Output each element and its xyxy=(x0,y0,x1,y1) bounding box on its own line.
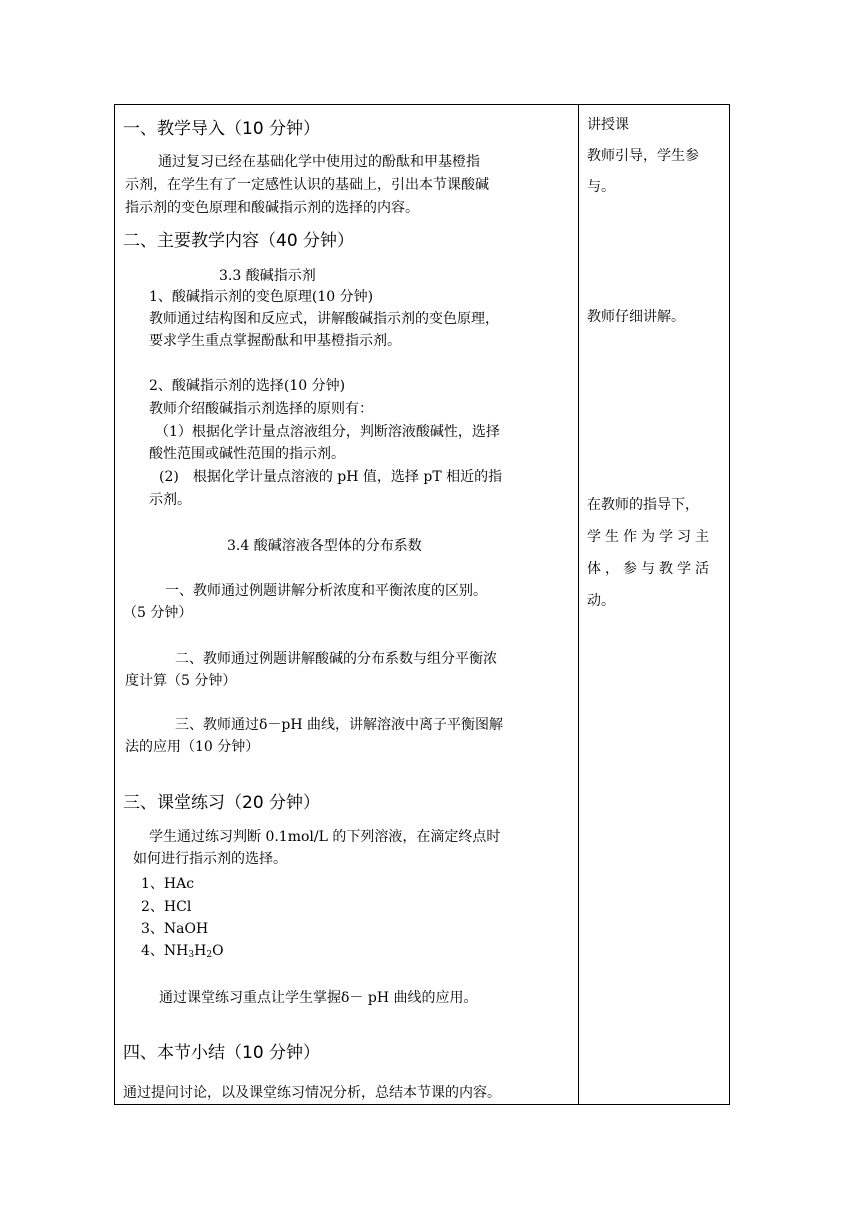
practice-item-4 xyxy=(141,943,224,963)
section-heading-practice: 三、课堂练习（20 分钟） xyxy=(123,793,321,813)
practice-item-4-sub1: 3 xyxy=(188,950,195,960)
item1-title: 1、酸碱指示剂的变色原理(10 分钟) xyxy=(149,289,374,305)
practice-line-2: 如何进行指示剂的选择。 xyxy=(133,851,287,867)
section-heading-main: 二、主要教学内容（40 分钟） xyxy=(123,231,355,251)
intro-line-2: 示剂，在学生有了一定感性认识的基础上，引出本节课酸碱 xyxy=(125,177,489,193)
item1-line-1: 教师通过结构图和反应式，讲解酸碱指示剂的变色原理， xyxy=(149,311,499,327)
note-3-line-4: 动。 xyxy=(587,593,615,609)
note-1-line-3: 与。 xyxy=(587,179,615,195)
item2-line-5: 示剂。 xyxy=(149,492,191,508)
note-1-line-1: 讲授课 xyxy=(587,117,629,133)
practice-item-2: 2、HCl xyxy=(141,899,192,915)
summary-line: 通过提问讨论，以及课堂练习情况分析，总结本节课的内容。 xyxy=(123,1085,501,1101)
para1-line-1: 一、教师通过例题讲解分析浓度和平衡浓度的区别。 xyxy=(165,583,487,599)
item2-line-4: (2) 根据化学计量点溶液的 pH 值，选择 pT 相近的指 xyxy=(159,469,503,485)
item2-line-3: 酸性范围或碱性范围的指示剂。 xyxy=(149,446,345,462)
practice-item-3: 3、NaOH xyxy=(141,921,209,937)
note-1-line-2: 教师引导，学生参 xyxy=(587,148,699,164)
para1-line-2: （5 分钟） xyxy=(123,605,193,621)
lesson-plan-table xyxy=(114,104,730,1105)
section-heading-summary: 四、本节小结（10 分钟） xyxy=(123,1043,321,1063)
section-heading-intro: 一、教学导入（10 分钟） xyxy=(123,119,321,139)
subsection-3-4: 3.4 酸碱溶液各型体的分布系数 xyxy=(227,538,422,554)
practice-note: 通过课堂练习重点让学生掌握δ－ pH 曲线的应用。 xyxy=(159,990,478,1006)
note-3-line-2: 学生作为学习主 xyxy=(587,529,713,545)
item1-line-2: 要求学生重点掌握酚酞和甲基橙指示剂。 xyxy=(149,333,401,349)
note-2: 教师仔细讲解。 xyxy=(587,309,685,325)
practice-item-4-suffix: O xyxy=(212,943,224,959)
para2-line-1: 二、教师通过例题讲解酸碱的分布系数与组分平衡浓 xyxy=(175,651,497,667)
para3-line-1: 三、教师通过δ－pH 曲线，讲解溶液中离子平衡图解 xyxy=(175,717,504,733)
para3-line-2: 法的应用（10 分钟） xyxy=(125,739,260,755)
practice-item-4-sub2: 2 xyxy=(206,950,213,960)
note-3-line-1: 在教师的指导下， xyxy=(587,497,699,513)
column-divider xyxy=(578,105,579,1104)
intro-line-3: 指示剂的变色原理和酸碱指示剂的选择的内容。 xyxy=(125,200,419,216)
para2-line-2: 度计算（5 分钟） xyxy=(125,673,237,689)
item2-line-1: 教师介绍酸碱指示剂选择的原则有： xyxy=(149,401,373,417)
item2-title: 2、酸碱指示剂的选择(10 分钟) xyxy=(149,378,346,394)
practice-item-1: 1、HAc xyxy=(141,876,195,892)
practice-item-4-mid: H xyxy=(194,943,207,959)
item2-line-2: （1）根据化学计量点溶液组分，判断溶液酸碱性，选择 xyxy=(155,424,500,440)
intro-line-1: 通过复习已经在基础化学中使用过的酚酞和甲基橙指 xyxy=(158,154,480,170)
subsection-3-3: 3.3 酸碱指示剂 xyxy=(219,268,316,284)
practice-line-1: 学生通过练习判断 0.1mol/L 的下列溶液，在滴定终点时 xyxy=(149,829,501,845)
practice-item-4-prefix: 4、NH xyxy=(141,943,189,959)
note-3-line-3: 体，参与教学活 xyxy=(587,561,713,577)
